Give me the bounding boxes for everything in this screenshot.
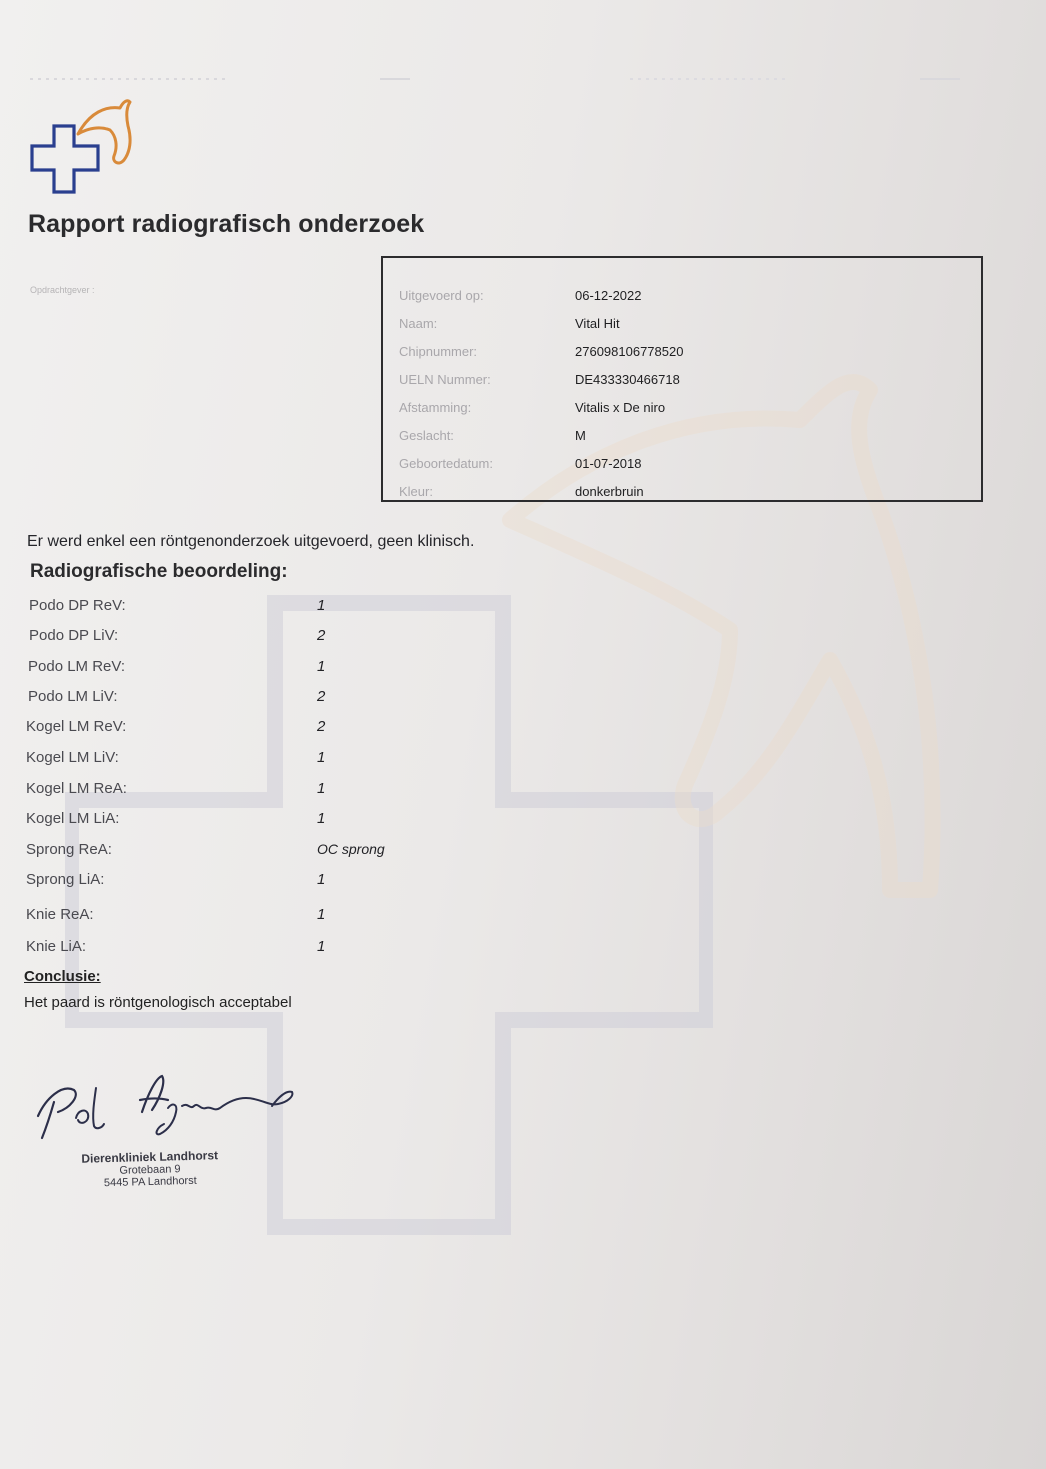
signature-icon xyxy=(32,1068,302,1146)
score-label: Kogel LM LiA: xyxy=(26,810,120,827)
score-value: 1 xyxy=(317,597,326,614)
info-label: Naam: xyxy=(399,316,438,331)
info-label: Geslacht: xyxy=(399,428,454,443)
score-label: Kogel LM ReV: xyxy=(26,718,127,735)
score-label: Kogel LM LiV: xyxy=(26,749,119,766)
clinic-logo-icon xyxy=(26,96,136,198)
report-title: Rapport radiografisch onderzoek xyxy=(28,210,425,238)
score-label: Knie ReA: xyxy=(26,906,94,923)
score-label: Podo DP LiV: xyxy=(29,627,119,644)
score-label: Sprong LiA: xyxy=(26,871,105,888)
info-label: Chipnummer: xyxy=(399,344,478,359)
info-label: UELN Nummer: xyxy=(399,372,491,387)
conclusion-text: Het paard is röntgenologisch acceptabel xyxy=(24,994,292,1011)
info-value: 01-07-2018 xyxy=(575,456,642,471)
info-value: M xyxy=(575,428,586,443)
info-label: Afstamming: xyxy=(399,400,472,415)
score-label: Podo DP ReV: xyxy=(29,597,126,614)
score-label: Knie LiA: xyxy=(26,938,87,955)
conclusion-heading: Conclusie: xyxy=(24,968,101,985)
info-value: Vitalis x De niro xyxy=(575,400,666,415)
score-value: 1 xyxy=(317,906,326,923)
score-value: 2 xyxy=(317,718,326,735)
score-label: Sprong ReA: xyxy=(26,841,112,858)
info-label: Uitgevoerd op: xyxy=(399,288,484,303)
score-value: 2 xyxy=(317,688,326,705)
score-value: 1 xyxy=(317,810,326,827)
info-value: 06-12-2022 xyxy=(575,288,642,303)
info-label: Geboortedatum: xyxy=(399,456,493,471)
score-value: 2 xyxy=(317,627,326,644)
client-label: Opdrachtgever : xyxy=(30,285,95,295)
assessment-heading: Radiografische beoordeling: xyxy=(30,561,288,582)
info-value: DE433330466718 xyxy=(575,372,680,387)
score-value: 1 xyxy=(317,780,326,797)
score-label: Podo LM LiV: xyxy=(28,688,118,705)
stamp-street: Grotebaan 9 xyxy=(119,1163,181,1177)
score-value: 1 xyxy=(317,938,326,955)
score-value: 1 xyxy=(317,871,326,888)
score-label: Kogel LM ReA: xyxy=(26,780,127,797)
horse-info-box xyxy=(381,256,983,502)
score-value: OC sprong xyxy=(317,841,385,857)
stamp-city: 5445 PA Landhorst xyxy=(103,1174,197,1190)
faint-header-line xyxy=(30,74,990,84)
score-value: 1 xyxy=(317,749,326,766)
intro-text: Er werd enkel een röntgenonderzoek uitgevoerd, geen klinisch. xyxy=(27,533,475,550)
info-value: 276098106778520 xyxy=(575,344,684,359)
score-label: Podo LM ReV: xyxy=(28,658,125,675)
info-label: Kleur: xyxy=(399,484,433,499)
stamp-clinic-name: Dierenkliniek Landhorst xyxy=(81,1148,219,1166)
info-value: Vital Hit xyxy=(575,316,620,331)
clinic-stamp xyxy=(60,1148,241,1191)
info-value: donkerbruin xyxy=(575,484,644,499)
score-value: 1 xyxy=(317,658,326,675)
